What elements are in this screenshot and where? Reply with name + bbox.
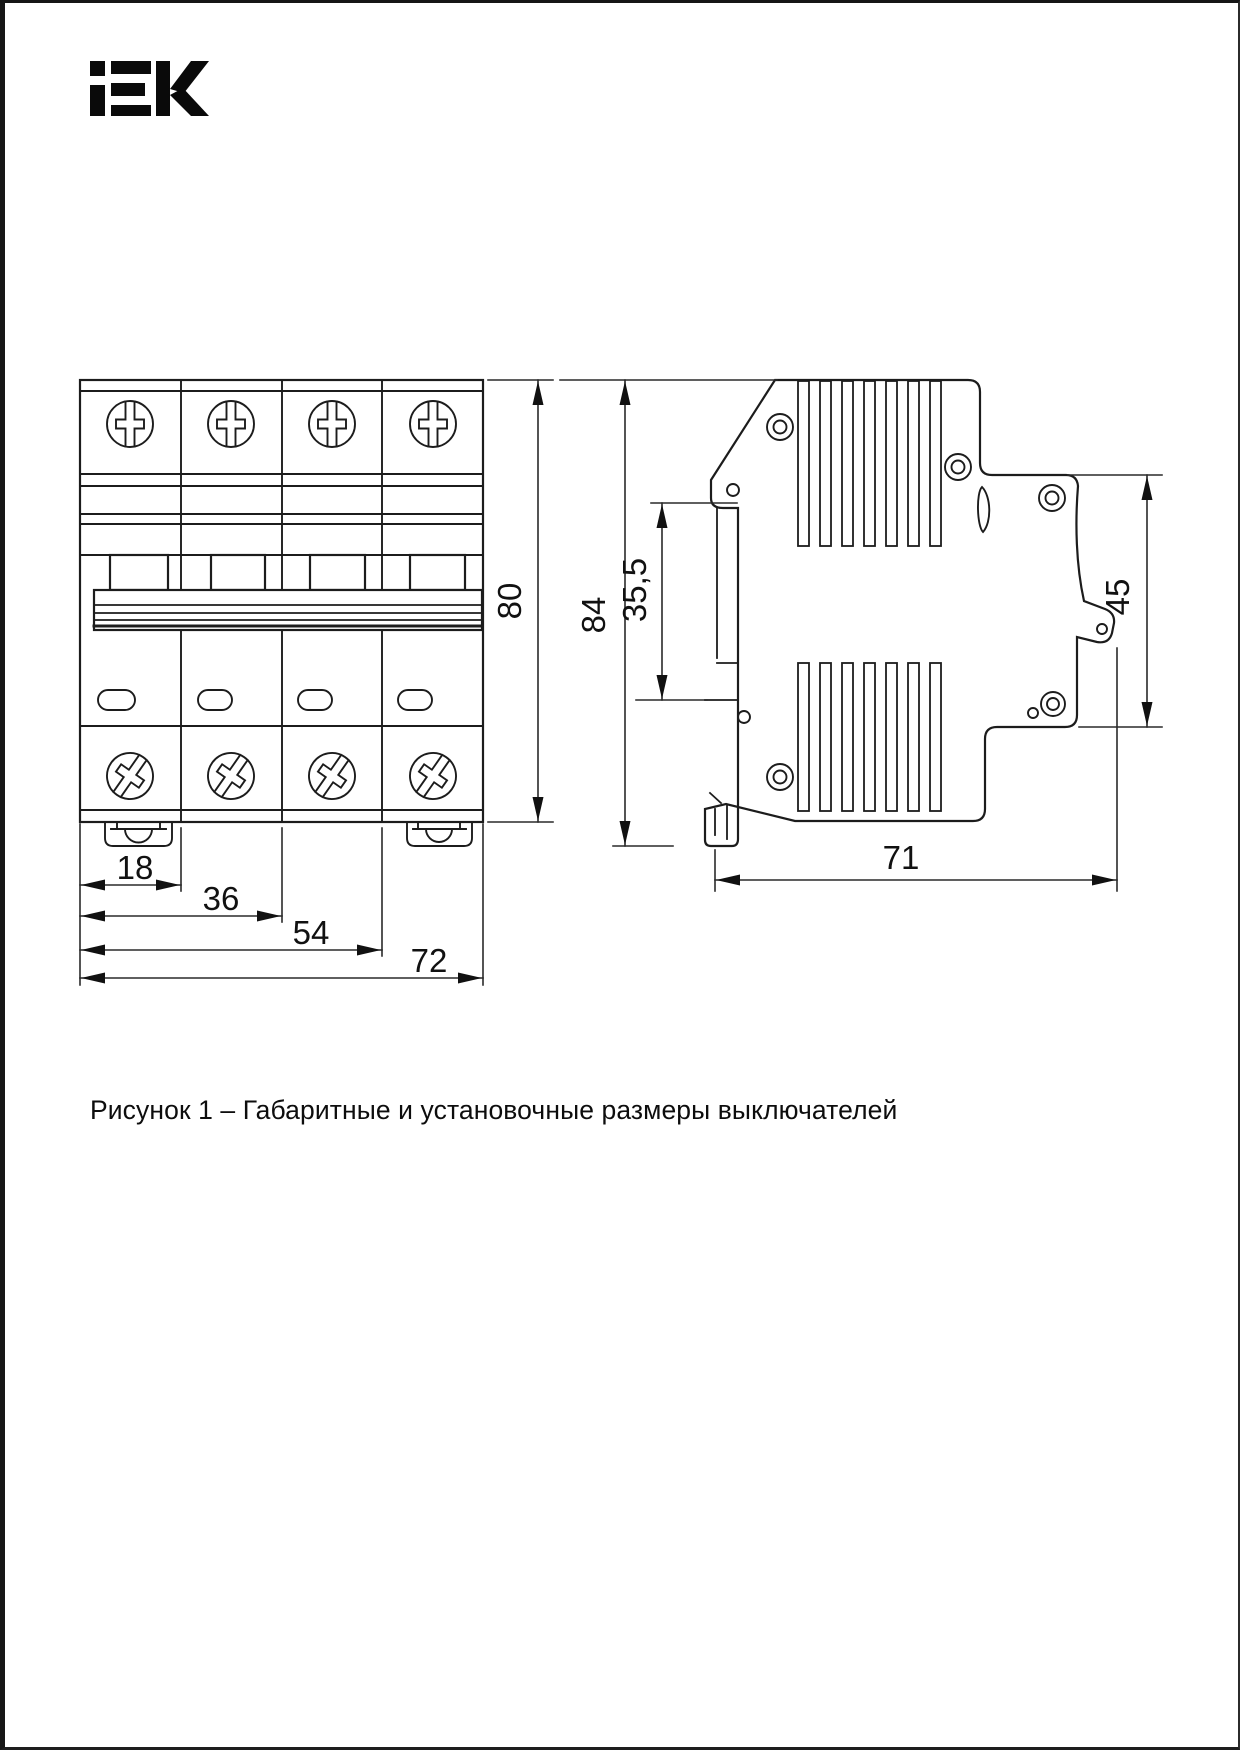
toggle-handle [410, 555, 465, 590]
vent-slot [820, 381, 831, 546]
pin-hole [727, 484, 739, 496]
dim-label-overall-width: 72 [410, 942, 448, 979]
screw-phillips-icon [98, 744, 162, 808]
screw-phillips-icon [107, 401, 153, 447]
logo-i-dot [90, 61, 105, 76]
dimension-45 [1068, 475, 1162, 727]
front-view [80, 380, 553, 985]
logo-e-bar-bottom [111, 105, 151, 116]
pin-hole [1028, 708, 1038, 718]
toggle-handle [211, 555, 265, 590]
vent-slots-lower [798, 663, 941, 811]
vent-slot [842, 663, 853, 811]
logo-k-arm-lower [170, 88, 209, 116]
indicator-window [198, 690, 232, 710]
vent-slot [886, 663, 897, 811]
dimension-71 [715, 648, 1117, 891]
dimension-72 [80, 942, 483, 984]
dimension-18 [80, 849, 181, 891]
rivet-icon [767, 414, 793, 440]
screw-phillips-icon [199, 744, 263, 808]
screw-phillips-icon [300, 744, 364, 808]
vent-slot [864, 663, 875, 811]
figure-caption: Рисунок 1 – Габаритные и установочные размеры выключателей [90, 1095, 898, 1125]
vent-slot [930, 381, 941, 546]
vent-slot [798, 663, 809, 811]
dim-label-overall-height: 80 [491, 582, 528, 620]
indicator-window [298, 690, 332, 710]
vent-slot [886, 381, 897, 546]
dim-label-module-width: 18 [116, 849, 154, 886]
toggle-handle [310, 555, 365, 590]
pin-hole [738, 711, 750, 723]
screw-phillips-icon [401, 744, 465, 808]
toggle-handle [110, 555, 168, 590]
rivets-and-holes [727, 414, 1107, 790]
vent-slot [820, 663, 831, 811]
din-clip-tabs [105, 822, 472, 846]
drawing-canvas [5, 3, 1240, 1750]
indicator-window [98, 690, 135, 710]
screw-phillips-icon [208, 401, 254, 447]
vent-slot [908, 663, 919, 811]
din-clip-tab [407, 822, 472, 846]
vent-slot [864, 381, 875, 546]
rivet-icon [945, 454, 971, 480]
dimension-84 [560, 380, 777, 846]
dimension-35-5 [616, 503, 737, 700]
rivet-icon [767, 764, 793, 790]
dim-label-din-offset: 35,5 [616, 557, 653, 623]
vent-slots-upper [798, 381, 941, 546]
logo-k-arm-upper [170, 61, 209, 93]
dim-label-two-modules: 36 [202, 880, 240, 917]
dimension-80 [488, 380, 553, 822]
side-dimensions [560, 380, 1162, 891]
logo-e-bar-mid [111, 83, 145, 96]
logo-e-bar-top [111, 61, 151, 74]
dim-label-front-face: 45 [1099, 578, 1136, 616]
side-view [560, 380, 1162, 891]
screw-phillips-icon [309, 401, 355, 447]
din-clip-tab [105, 822, 172, 846]
dim-label-three-modules: 54 [292, 914, 330, 951]
rivet-icon [1041, 692, 1065, 716]
vent-slot [930, 663, 941, 811]
dim-label-depth: 71 [882, 839, 920, 876]
kidney-slot [978, 487, 989, 532]
indicator-window [398, 690, 432, 710]
toggle-bar [94, 590, 482, 630]
rivet-icon [1039, 485, 1065, 511]
din-clip-side-details [705, 508, 738, 839]
vent-slot [798, 381, 809, 546]
iek-logo [90, 61, 209, 116]
dimension-54 [80, 914, 382, 956]
logo-k-stem [156, 61, 170, 116]
screw-phillips-icon [410, 401, 456, 447]
logo-i-stem [90, 85, 105, 116]
vent-slot [908, 381, 919, 546]
lever-hole [1097, 624, 1107, 634]
dim-label-side-height: 84 [575, 596, 612, 634]
toggle-handles [110, 555, 465, 590]
vent-slot [842, 381, 853, 546]
